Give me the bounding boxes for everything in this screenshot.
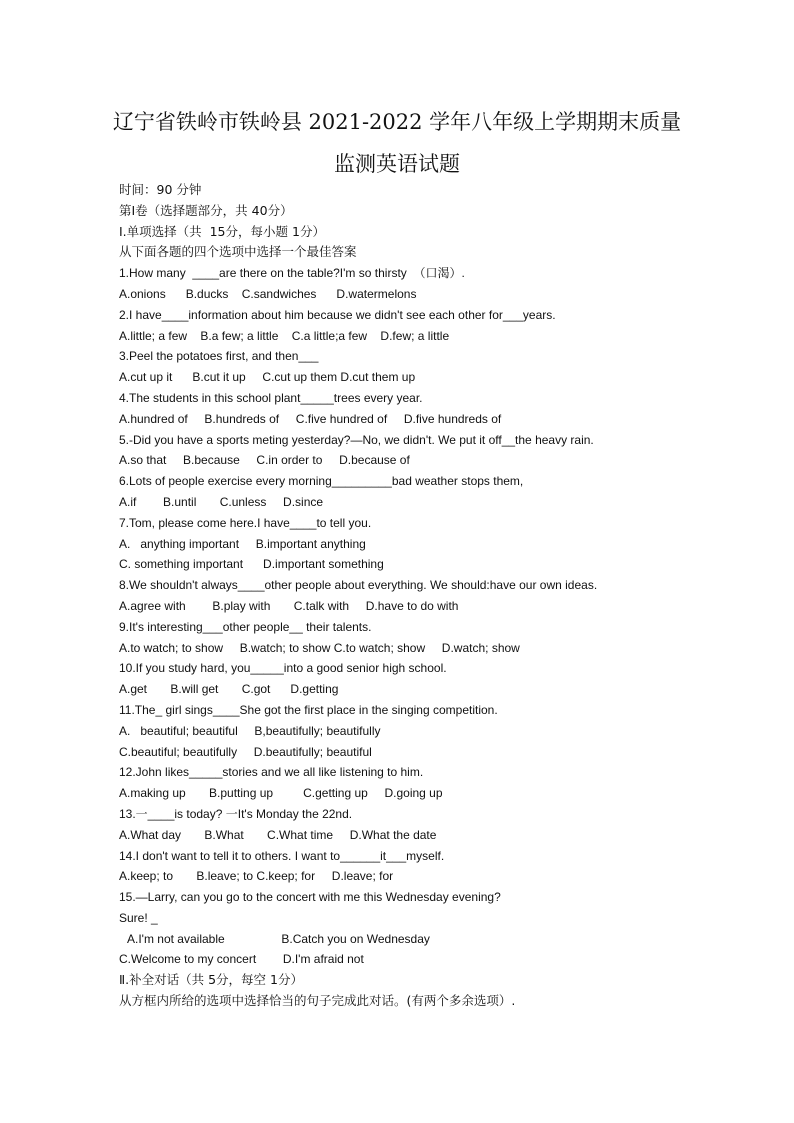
text-line: 从方框内所给的选项中选择恰当的句子完成此对话。(有两个多余选项）. bbox=[119, 993, 516, 1009]
text-line: 14.I don't want to tell it to others. I want to______it___myself. bbox=[119, 848, 445, 863]
text-line: Ⅰ.单项选择（共 15分，每小题 1分） bbox=[119, 223, 325, 239]
text-line: 8.We shouldn't always____other people about everything. We should:have our own ideas. bbox=[119, 578, 598, 593]
text-line: A.agree with B.play with C.talk with D.have to do with bbox=[119, 598, 459, 613]
document-title-line-2: 监测英语试题 bbox=[334, 152, 460, 176]
text-line: A.so that B.because C.in order to D.because of bbox=[119, 453, 410, 468]
text-line: C.Welcome to my concert D.I'm afraid not bbox=[119, 952, 364, 967]
text-line: Sure! _ bbox=[119, 910, 158, 925]
text-line: A.cut up it B.cut it up C.cut up them D.cut them up bbox=[119, 370, 416, 385]
document-title-line-1: 辽宁省铁岭市铁岭县 2021-2022 学年八年级上学期期末质量 bbox=[112, 110, 682, 134]
text-line: 从下面各题的四个选项中选择一个最佳答案 bbox=[119, 244, 357, 260]
text-line: A.hundred of B.hundreds of C.five hundred of D.five hundreds of bbox=[119, 411, 502, 426]
text-line: A.I'm not available B.Catch you on Wednesday bbox=[127, 931, 430, 946]
text-line: 12.John likes_____stories and we all like listening to him. bbox=[119, 765, 424, 780]
text-line: 10.If you study hard, you_____into a good senior high school. bbox=[119, 661, 447, 676]
text-line: A.if B.until C.unless D.since bbox=[119, 494, 324, 509]
text-line: 7.Tom, please come here.I have____to tell you. bbox=[119, 515, 372, 530]
exam-body bbox=[119, 180, 759, 1012]
text-line: A.little; a few B.a few; a little C.a little;a few D.few; a little bbox=[119, 328, 450, 343]
text-line: A. anything important B.important anything bbox=[119, 536, 366, 551]
text-line: 5.-Did you have a sports meting yesterday?—No, we didn't. We put it off__the heavy rain. bbox=[119, 432, 594, 447]
text-line: 3.Peel the potatoes first, and then___ bbox=[119, 349, 319, 364]
text-line: 1.How many ____are there on the table?I'm so thirsty （口渴）. bbox=[119, 266, 465, 281]
text-line: A.get B.will get C.got D.getting bbox=[119, 682, 339, 697]
text-line: 第Ⅰ卷（选择题部分，共 40分） bbox=[119, 202, 293, 218]
text-line: 13.一____is today? 一It's Monday the 22nd. bbox=[119, 806, 353, 821]
text-line: C.beautiful; beautifully D.beautifully; beautiful bbox=[119, 744, 372, 759]
text-line: A.onions B.ducks C.sandwiches D.watermelons bbox=[119, 286, 417, 301]
text-line: 6.Lots of people exercise every morning_________bad weather stops them, bbox=[119, 474, 524, 489]
text-line: 15.—Larry, can you go to the concert with me this Wednesday evening? bbox=[119, 890, 501, 905]
text-line: 11.The_ girl sings____She got the first place in the singing competition. bbox=[119, 702, 498, 717]
text-line: A.making up B.putting up C.getting up D.going up bbox=[119, 786, 443, 801]
text-line: A.to watch; to show B.watch; to show C.to watch; show D.watch; show bbox=[119, 640, 520, 655]
text-line: A.keep; to B.leave; to C.keep; for D.leave; for bbox=[119, 869, 394, 884]
text-line: A.What day B.What C.What time D.What the date bbox=[119, 827, 437, 842]
text-line: 2.I have____information about him because we didn't see each other for___years. bbox=[119, 307, 556, 322]
text-line: 时间：90 分钟 bbox=[119, 182, 202, 197]
text-line: C. something important D.important something bbox=[119, 557, 384, 572]
text-line: A. beautiful; beautiful B,beautifully; beautifully bbox=[119, 723, 381, 738]
text-line: 4.The students in this school plant_____trees every year. bbox=[119, 390, 423, 405]
text-line: 9.It's interesting___other people__ their talents. bbox=[119, 619, 372, 634]
text-line: Ⅱ.补全对话（共 5分，每空 1分） bbox=[119, 972, 303, 988]
